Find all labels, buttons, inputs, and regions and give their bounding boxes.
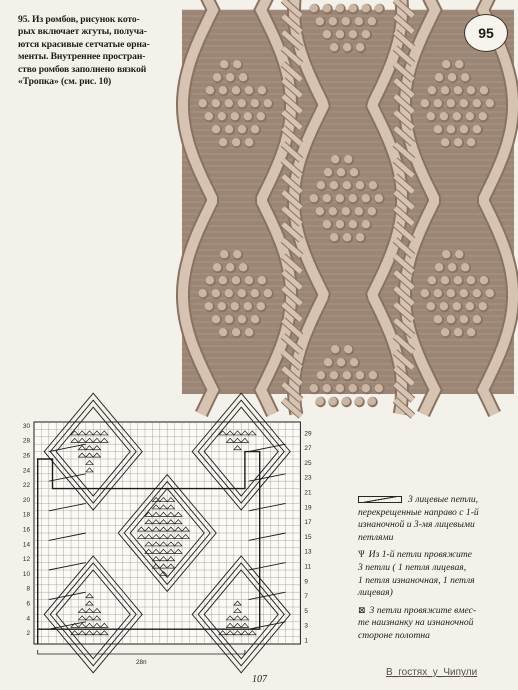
bobble-stitch xyxy=(205,112,213,120)
bobble-stitch xyxy=(442,250,450,258)
legend-item-decrease xyxy=(358,604,514,643)
row-number-left: 24 xyxy=(22,467,30,475)
bobble-stitch xyxy=(480,276,488,284)
bobble-stitch xyxy=(368,397,376,405)
bobble-stitch xyxy=(219,138,227,146)
bobble-stitch xyxy=(427,302,435,310)
bobble-stitch xyxy=(206,276,214,284)
bobble-stitch xyxy=(212,99,220,107)
knitted-sample-illustration xyxy=(182,10,514,394)
legend-text: лицевая) xyxy=(358,587,393,599)
row-number-right: 9 xyxy=(304,578,308,586)
row-number-left: 4 xyxy=(26,615,30,623)
bobble-stitch xyxy=(460,289,468,297)
bobble-stitch xyxy=(310,4,318,12)
legend-text: перекрещенные направо с 1-й xyxy=(358,506,479,518)
bobble-stitch xyxy=(316,17,324,25)
bobble-stitch xyxy=(258,86,266,94)
bobble-stitch xyxy=(362,220,370,228)
bobble-stitch xyxy=(434,99,442,107)
bobble-stitch xyxy=(343,371,351,379)
bobble-stitch xyxy=(329,17,337,25)
bobble-stitch xyxy=(368,207,376,215)
bobble-stitch xyxy=(264,289,272,297)
bobble-stitch xyxy=(238,315,246,323)
bobble-stitch xyxy=(244,112,252,120)
row-number-left: 12 xyxy=(22,556,30,564)
bobble-stitch xyxy=(238,125,246,133)
bobble-stitch xyxy=(245,86,253,94)
bobble-stitch xyxy=(448,73,456,81)
bobble-stitch xyxy=(232,86,240,94)
bobble-stitch xyxy=(349,194,357,202)
bobble-stitch xyxy=(479,302,487,310)
bobble-stitch xyxy=(323,220,331,228)
bobble-stitch xyxy=(441,86,449,94)
bobble-stitch xyxy=(199,99,207,107)
page-number: 107 xyxy=(252,674,267,685)
bobble-stitch xyxy=(317,181,325,189)
bobble-stitch xyxy=(356,233,364,241)
knitted-sample-photo xyxy=(182,10,514,394)
bobble-stitch xyxy=(225,125,233,133)
row-number-right: 19 xyxy=(304,504,312,512)
bobble-stitch xyxy=(375,384,383,392)
row-number-left: 16 xyxy=(22,526,30,534)
bobble-stitch xyxy=(447,99,455,107)
bobble-stitch xyxy=(225,99,233,107)
bobble-stitch xyxy=(310,194,318,202)
bobble-stitch xyxy=(466,302,474,310)
bobble-stitch xyxy=(362,194,370,202)
bobble-stitch xyxy=(329,397,337,405)
bobble-stitch xyxy=(245,328,253,336)
bobble-stitch xyxy=(447,289,455,297)
bobble-stitch xyxy=(251,289,259,297)
row-number-right: 15 xyxy=(304,533,312,541)
row-number-left: 10 xyxy=(22,570,30,578)
bobble-stitch xyxy=(342,397,350,405)
repeat-bracket xyxy=(38,650,245,654)
bobble-stitch xyxy=(264,99,272,107)
watermark: В_гостях_у_Чипули xyxy=(386,667,478,678)
bobble-stitch xyxy=(226,263,234,271)
bobble-stitch xyxy=(342,17,350,25)
bobble-stitch xyxy=(375,4,383,12)
bobble-stitch xyxy=(467,138,475,146)
symbol-legend xyxy=(358,494,514,647)
bobble-stitch xyxy=(257,112,265,120)
row-number-right: 5 xyxy=(304,607,308,615)
bobble-stitch xyxy=(479,112,487,120)
legend-text: Из 1-й петли провяжите xyxy=(368,549,472,561)
row-number-left: 30 xyxy=(22,422,30,430)
bobble-stitch xyxy=(323,30,331,38)
bobble-stitch xyxy=(440,302,448,310)
bobble-stitch xyxy=(356,43,364,51)
bobble-stitch xyxy=(473,99,481,107)
row-number-right: 13 xyxy=(304,548,312,556)
bobble-stitch xyxy=(473,315,481,323)
bobble-stitch xyxy=(460,315,468,323)
decrease-purl-icon: ⊠ xyxy=(358,604,366,615)
row-number-left: 26 xyxy=(22,452,30,460)
bobble-stitch xyxy=(330,181,338,189)
legend-text: 3 петли провяжите вмес- xyxy=(369,604,477,616)
row-number-left: 22 xyxy=(22,482,30,490)
cable-cross-icon xyxy=(358,496,402,503)
bobble-stitch xyxy=(486,99,494,107)
bobble-stitch xyxy=(356,371,364,379)
legend-text: стороне полотна xyxy=(358,629,430,641)
bobble-stitch xyxy=(219,86,227,94)
row-number-left: 2 xyxy=(26,630,30,638)
legend-text: 1 петля изнаночная, 1 петля xyxy=(358,574,475,586)
description-line: 95. Из ромбов, рисунок кото- xyxy=(18,14,140,25)
bobble-stitch xyxy=(455,60,463,68)
bobble-stitch xyxy=(257,302,265,310)
row-number-right: 29 xyxy=(304,430,312,438)
legend-text: 3 лицевые петли, xyxy=(408,494,479,505)
bobble-stitch xyxy=(331,155,339,163)
bobble-stitch xyxy=(232,276,240,284)
bobble-stitch xyxy=(336,30,344,38)
bobble-stitch xyxy=(453,302,461,310)
bobble-stitch xyxy=(336,220,344,228)
bobble-stitch xyxy=(232,138,240,146)
bobble-stitch xyxy=(330,371,338,379)
bobble-stitch xyxy=(435,263,443,271)
bobble-stitch xyxy=(355,207,363,215)
bobble-stitch xyxy=(244,302,252,310)
bobble-stitch xyxy=(441,328,449,336)
bobble-stitch xyxy=(343,181,351,189)
bobble-stitch xyxy=(226,73,234,81)
bobble-stitch xyxy=(245,138,253,146)
bobble-stitch xyxy=(310,384,318,392)
bobble-stitch xyxy=(212,315,220,323)
bobble-stitch xyxy=(421,289,429,297)
bobble-stitch xyxy=(337,168,345,176)
bobble-stitch xyxy=(435,73,443,81)
bobble-stitch xyxy=(213,73,221,81)
bobble-stitch xyxy=(233,250,241,258)
bobble-stitch xyxy=(239,263,247,271)
bobble-stitch xyxy=(434,315,442,323)
bobble-stitch xyxy=(428,276,436,284)
description-line: менты. Внутреннее простран- xyxy=(18,51,146,63)
bobble-stitch xyxy=(330,233,338,241)
bobble-stitch xyxy=(231,112,239,120)
bobble-stitch xyxy=(225,315,233,323)
bobble-stitch xyxy=(460,125,468,133)
bobble-stitch xyxy=(238,99,246,107)
bobble-stitch xyxy=(369,371,377,379)
bobble-stitch xyxy=(349,384,357,392)
bobble-stitch xyxy=(219,276,227,284)
bobble-stitch xyxy=(369,181,377,189)
bobble-stitch xyxy=(336,4,344,12)
bobble-stitch xyxy=(218,112,226,120)
bobble-stitch xyxy=(212,125,220,133)
bobble-stitch xyxy=(337,358,345,366)
bobble-stitch xyxy=(239,73,247,81)
row-number-right: 1 xyxy=(304,637,308,645)
bobble-stitch xyxy=(467,86,475,94)
legend-text: те наизнанку на изнаночной xyxy=(358,617,474,629)
bobble-stitch xyxy=(212,289,220,297)
bobble-stitch xyxy=(428,86,436,94)
bobble-stitch xyxy=(355,17,363,25)
bobble-stitch xyxy=(362,384,370,392)
bobble-stitch xyxy=(447,315,455,323)
bobble-stitch xyxy=(355,397,363,405)
row-number-right: 21 xyxy=(304,489,312,497)
bobble-stitch xyxy=(323,194,331,202)
bobble-stitch xyxy=(231,302,239,310)
bobble-stitch xyxy=(350,358,358,366)
description-line: рых включает жгуты, получа- xyxy=(18,26,147,38)
legend-item-bobble xyxy=(358,548,514,599)
bobble-stitch xyxy=(232,328,240,336)
description-line: «Тропка» (см. рис. 10) xyxy=(18,76,112,88)
bobble-stitch xyxy=(349,30,357,38)
bobble-stitch xyxy=(251,315,259,323)
legend-text: 3 петли ( 1 петля лицевая, xyxy=(358,561,467,573)
bobble-stitch xyxy=(331,345,339,353)
bobble-stitch xyxy=(434,289,442,297)
pattern-description xyxy=(18,14,176,88)
bobble-stitch xyxy=(324,168,332,176)
bobble-stitch xyxy=(461,263,469,271)
row-number-right: 23 xyxy=(304,474,312,482)
bobble-stitch xyxy=(454,328,462,336)
bobble-stitch xyxy=(460,99,468,107)
bobble-stitch xyxy=(199,289,207,297)
bobble-stitch xyxy=(245,276,253,284)
bobble-stitch xyxy=(316,207,324,215)
row-number-left: 28 xyxy=(22,437,30,445)
bobble-stitch xyxy=(453,112,461,120)
row-number-right: 25 xyxy=(304,459,312,467)
bobble-stitch xyxy=(238,289,246,297)
bobble-stitch xyxy=(440,112,448,120)
bobble-stitch xyxy=(323,384,331,392)
bobble-stitch xyxy=(316,397,324,405)
knitting-chart-grid xyxy=(12,416,352,666)
bobble-stitch xyxy=(368,17,376,25)
description-line: ются красивые сетчатые орна- xyxy=(18,38,150,50)
bobble-stitch xyxy=(218,302,226,310)
bobble-stitch xyxy=(375,194,383,202)
row-number-left: 6 xyxy=(26,600,30,608)
bobble-stitch xyxy=(473,125,481,133)
bobble-increase-icon: Ѱ xyxy=(358,549,365,560)
bobble-stitch xyxy=(349,220,357,228)
legend-text: изнаночной и 3-мя лицевыми xyxy=(358,519,475,531)
row-number-left: 14 xyxy=(22,541,30,549)
bobble-stitch xyxy=(329,207,337,215)
figure-number-badge: 95 xyxy=(464,14,508,52)
bobble-stitch xyxy=(427,112,435,120)
bobble-stitch xyxy=(213,263,221,271)
bobble-stitch xyxy=(233,60,241,68)
bobble-stitch xyxy=(344,345,352,353)
bobble-stitch xyxy=(350,168,358,176)
bobble-stitch xyxy=(343,43,351,51)
bobble-stitch xyxy=(362,30,370,38)
bobble-stitch xyxy=(330,43,338,51)
bobble-stitch xyxy=(220,60,228,68)
bobble-stitch xyxy=(467,276,475,284)
bobble-stitch xyxy=(447,125,455,133)
description-line: ство ромбов заполнено вязкой xyxy=(18,63,147,75)
bobble-stitch xyxy=(205,302,213,310)
bobble-stitch xyxy=(362,4,370,12)
bobble-stitch xyxy=(342,207,350,215)
bobble-stitch xyxy=(336,194,344,202)
bobble-stitch xyxy=(349,4,357,12)
bobble-stitch xyxy=(343,233,351,241)
bobble-stitch xyxy=(421,99,429,107)
bobble-stitch xyxy=(467,328,475,336)
bobble-stitch xyxy=(454,276,462,284)
bobble-stitch xyxy=(324,358,332,366)
bobble-stitch xyxy=(219,328,227,336)
knitting-chart xyxy=(12,416,352,666)
bobble-stitch xyxy=(344,155,352,163)
bobble-stitch xyxy=(317,371,325,379)
bobble-stitch xyxy=(323,4,331,12)
bobble-stitch xyxy=(454,86,462,94)
bobble-stitch xyxy=(473,289,481,297)
legend-item-cable xyxy=(358,494,514,544)
row-number-left: 8 xyxy=(26,585,30,593)
bobble-stitch xyxy=(441,276,449,284)
bobble-stitch xyxy=(466,112,474,120)
bobble-stitch xyxy=(441,138,449,146)
bobble-stitch xyxy=(455,250,463,258)
repeat-label: 28п xyxy=(136,659,147,666)
row-number-left: 18 xyxy=(22,511,30,519)
bobble-stitch xyxy=(336,384,344,392)
bobble-stitch xyxy=(434,125,442,133)
bobble-stitch xyxy=(454,138,462,146)
row-number-right: 11 xyxy=(304,563,312,571)
bobble-stitch xyxy=(206,86,214,94)
bobble-stitch xyxy=(461,73,469,81)
row-number-right: 7 xyxy=(304,593,308,601)
bobble-stitch xyxy=(356,181,364,189)
legend-text: петлями xyxy=(358,531,394,543)
bobble-stitch xyxy=(225,289,233,297)
bobble-stitch xyxy=(251,125,259,133)
bobble-stitch xyxy=(258,276,266,284)
row-number-right: 3 xyxy=(304,622,308,630)
bobble-stitch xyxy=(480,86,488,94)
bobble-stitch xyxy=(251,99,259,107)
bobble-stitch xyxy=(486,289,494,297)
bobble-stitch xyxy=(448,263,456,271)
row-number-left: 20 xyxy=(22,496,30,504)
row-number-right: 17 xyxy=(304,519,312,527)
bobble-stitch xyxy=(220,250,228,258)
bobble-stitch xyxy=(442,60,450,68)
row-number-right: 27 xyxy=(304,445,312,453)
